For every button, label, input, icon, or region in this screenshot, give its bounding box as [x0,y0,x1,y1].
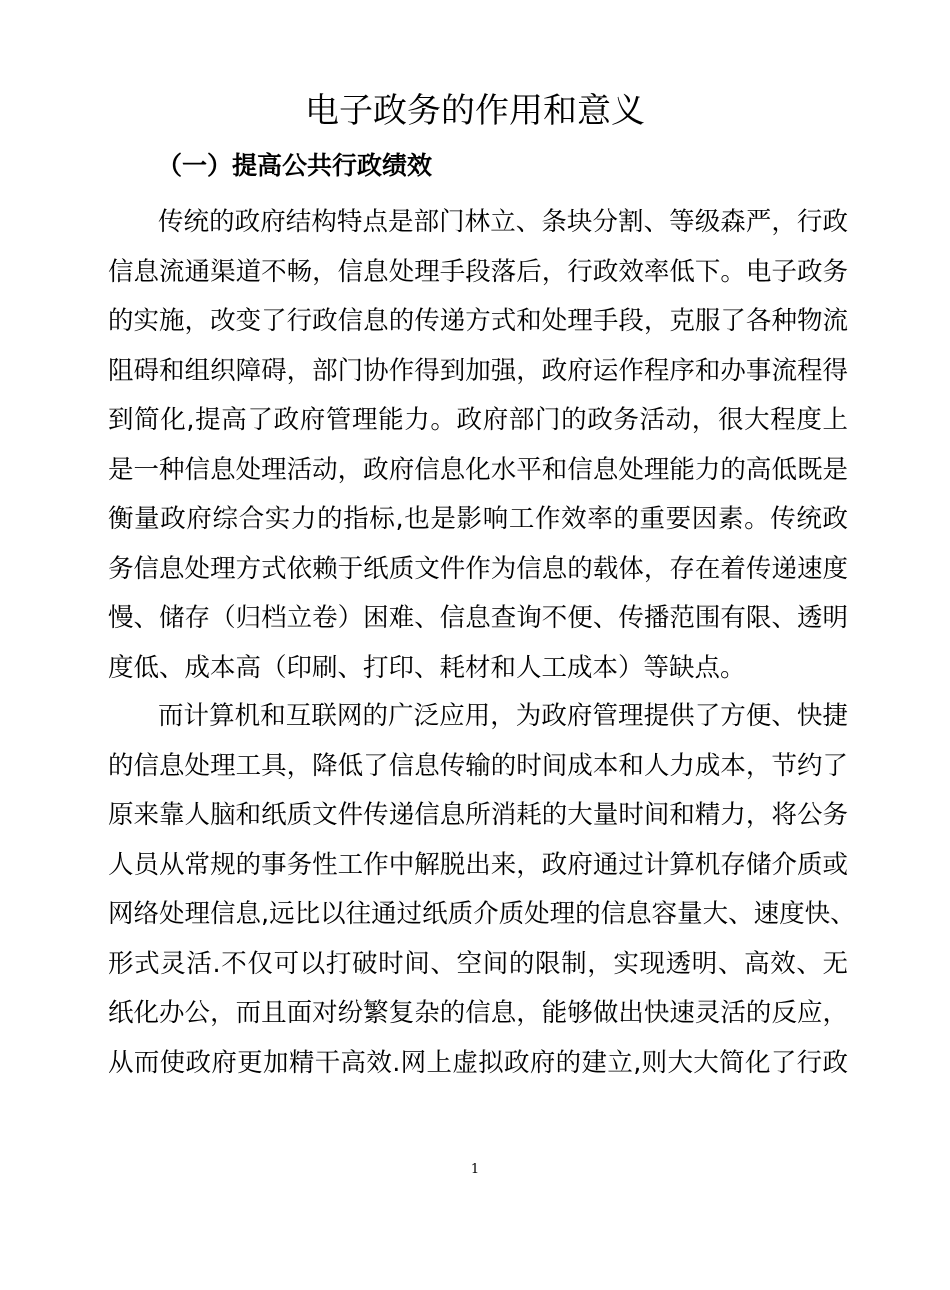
paragraph-1-line-9: 慢、储存（归档立卷）困难、信息查询不便、传播范围有限、透明 [108,603,848,633]
page-number: 1 [470,1162,480,1177]
paragraph-1-line-8: 务信息处理方式依赖于纸质文件作为信息的载体，存在着传递速度 [108,553,848,584]
paragraph-1-line-2: 信息流通渠道不畅，信息处理手段落后，行政效率低下。电子政务 [108,256,848,287]
paragraph-1-line-5: 到简化,提高了政府管理能力。政府部门的政务活动，很大程度上 [108,405,848,435]
paragraph-1 [108,198,848,693]
paragraph-2-line-5: 网络处理信息,远比以往通过纸质介质处理的信息容量大、速度快、 [108,899,856,929]
paragraph-2-line-7: 纸化办公，而且面对纷繁复杂的信息，能够做出快速灵活的反应， [108,998,848,1028]
paragraph-1-line-1: 传统的政府结构特点是部门林立、条块分割、等级森严，行政 [158,207,848,237]
paragraph-1-line-6: 是一种信息处理活动，政府信息化水平和信息处理能力的高低既是 [108,454,848,485]
paragraph-1-line-4: 阻碍和组织障碍，部门协作得到加强，政府运作程序和办事流程得 [108,355,848,386]
paragraph-2-line-1: 而计算机和互联网的广泛应用，为政府管理提供了方便、快捷 [158,701,848,731]
paragraph-2-line-6: 形式灵活.不仅可以打破时间、空间的限制，实现透明、高效、无 [108,948,848,979]
paragraph-2-line-3: 原来靠人脑和纸质文件传递信息所消耗的大量时间和精力，将公务 [108,800,848,830]
paragraph-2 [108,692,856,1088]
paragraph-2-line-2: 的信息处理工具，降低了信息传输的时间成本和人力成本，节约了 [108,750,848,781]
section-heading: （一）提高公共行政绩效 [157,151,433,180]
paragraph-2-line-8: 从而使政府更加精干高效.网上虚拟政府的建立,则大大简化了行政 [108,1047,848,1078]
paragraph-1-line-7: 衡量政府综合实力的指标,也是影响工作效率的重要因素。传统政 [108,504,848,534]
paragraph-1-line-10: 度低、成本高（印刷、打印、耗材和人工成本）等缺点。 [108,652,746,683]
document-title: 电子政务的作用和意义 [305,91,645,131]
paragraph-1-line-3: 的实施，改变了行政信息的传递方式和处理手段，克服了各种物流 [108,306,848,336]
paragraph-2-line-4: 人员从常规的事务性工作中解脱出来，政府通过计算机存储介质或 [108,849,848,880]
